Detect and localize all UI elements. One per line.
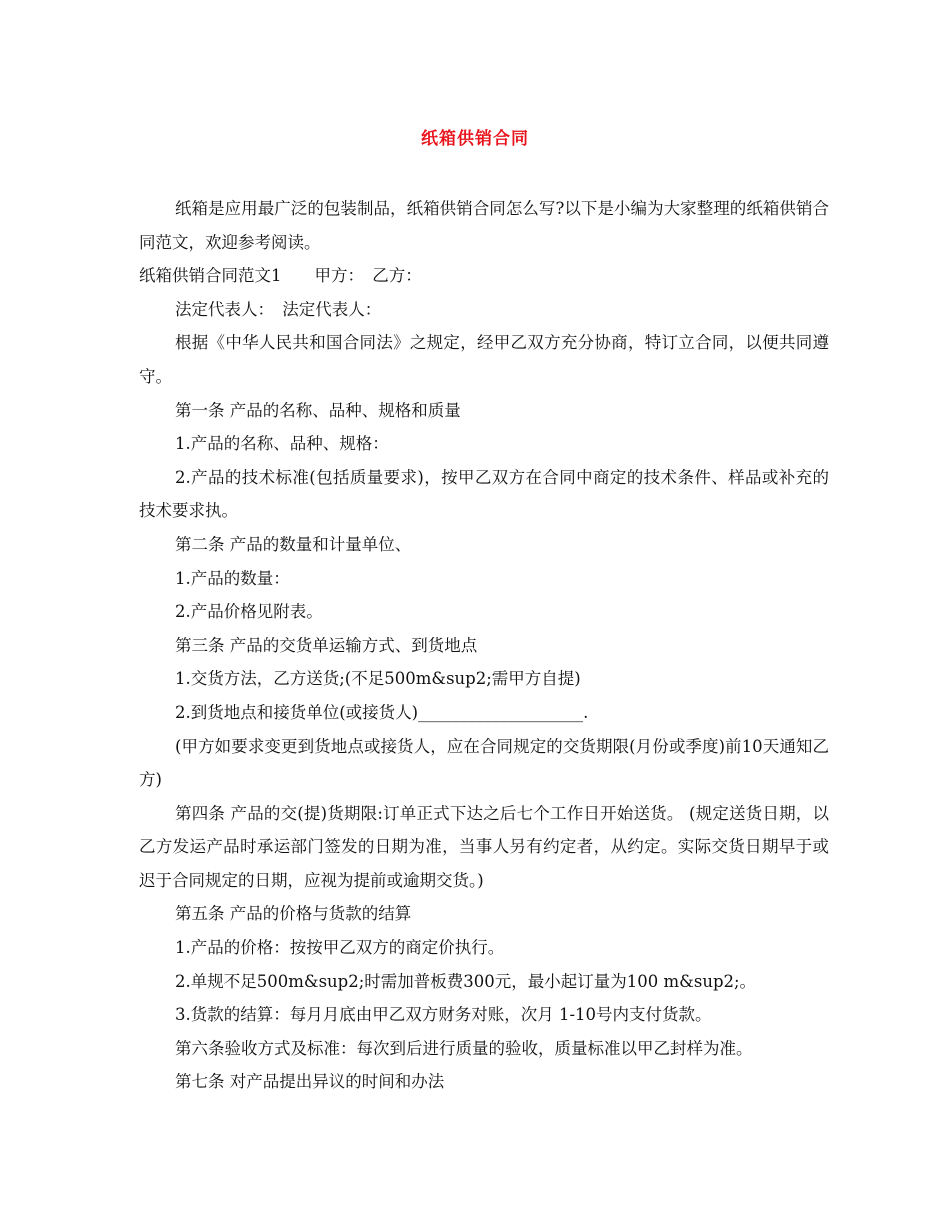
paragraph: 1.交货方法，乙方送货;(不足500m&sup2;需甲方自提) (175, 669, 581, 689)
paragraph: 法定代表人： 法定代表人： (175, 299, 382, 319)
paragraph: 第一条 产品的名称、品种、规格和质量 (175, 400, 461, 420)
paragraph: 纸箱是应用最广泛的包装制品，纸箱供销合同怎么写?以下是小编为大家整理的纸箱供销合同范文，欢迎参考阅读。 (139, 199, 829, 252)
paragraph: 1.产品的名称、品种、规格： (175, 434, 389, 454)
paragraph: 3.货款的结算：每月月底由甲乙双方财务对账，次月 1-10号内支付货款。 (175, 1005, 712, 1025)
paragraph: 1.产品的价格：按按甲乙双方的商定价执行。 (175, 938, 505, 958)
document-title: 纸箱供销合同 (421, 129, 529, 149)
paragraph: 根据《中华人民共和国合同法》之规定，经甲乙双方充分协商，特订立合同，以便共同遵守。 (139, 333, 829, 386)
paragraph: 第二条 产品的数量和计量单位、 (175, 534, 412, 554)
paragraph: 第七条 对产品提出异议的时间和办法 (175, 1072, 445, 1092)
paragraph: 第五条 产品的价格与货款的结算 (175, 904, 412, 924)
paragraph: 1.产品的数量： (175, 568, 290, 588)
paragraph: 2.产品价格见附表。 (175, 602, 323, 622)
paragraph: 第六条验收方式及标准：每次到后进行质量的验收，质量标准以甲乙封样为准。 (175, 1038, 753, 1058)
paragraph: 2.到货地点和接货单位(或接货人)____________________. (175, 702, 589, 722)
document-body (139, 192, 829, 1099)
paragraph: 2.产品的技术标准(包括质量要求)，按甲乙双方在合同中商定的技术条件、样品或补充的技术要求执。 (139, 467, 829, 521)
paragraph: 2.单规不足500m&sup2;时需加普板费300元，最小起订量为100 m&sup2;。 (175, 971, 757, 991)
paragraph: 第四条 产品的交(提)货期限:订单正式下达之后七个工作日开始送货。 (规定送货日期，以乙方发运产品时承运部门签发的日期为准，当事人另有约定者，从约定。实际交货日期早于或迟于合同规定的日期，应视为提前或逾期交货。) (139, 803, 829, 890)
paragraph: 纸箱供销合同范文1 甲方： 乙方： (139, 266, 422, 286)
paragraph: (甲方如要求变更到货地点或接货人，应在合同规定的交货期限(月份或季度)前10天通知乙方) (139, 736, 829, 790)
paragraph: 第三条 产品的交货单运输方式、到货地点 (175, 635, 478, 655)
